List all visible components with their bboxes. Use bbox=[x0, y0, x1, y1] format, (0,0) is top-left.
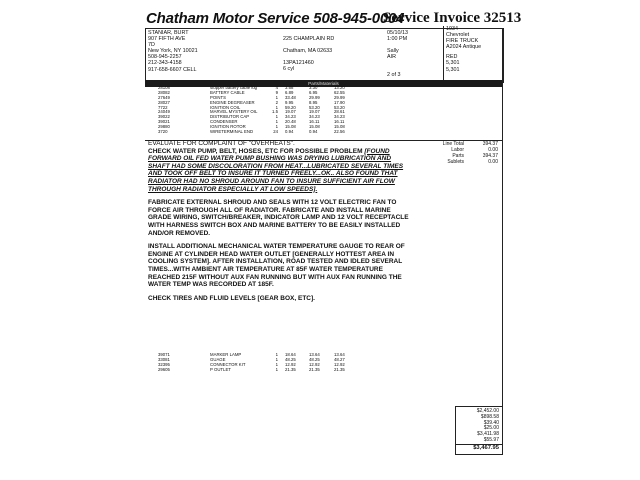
part-extended: 17.90 bbox=[334, 99, 345, 105]
parts-section-band: Parts/Materials bbox=[145, 80, 502, 87]
part-extended: 62.55 bbox=[334, 89, 345, 95]
part-price: 13.64 bbox=[309, 352, 320, 357]
part-list-price: 21.35 bbox=[285, 366, 296, 372]
customer-cell: 917-658-6607 CELL bbox=[148, 66, 197, 73]
part-list-price: 3.68 bbox=[285, 85, 294, 90]
part-number: 28027 bbox=[158, 99, 170, 105]
totals-label: Parts bbox=[452, 153, 464, 159]
part-number: 32395 bbox=[158, 361, 170, 367]
order-info-block bbox=[387, 30, 408, 78]
company-header: Chatham Motor Service 508-945-0004 bbox=[146, 10, 405, 27]
part-extended: 29.99 bbox=[334, 94, 345, 100]
table-row bbox=[148, 368, 418, 373]
part-description: P OUTLET bbox=[210, 366, 231, 372]
location-city: Chatham, MA 02633 bbox=[283, 48, 333, 55]
part-number: 28082 bbox=[158, 89, 170, 95]
customer-block bbox=[148, 30, 198, 73]
part-price: 29.99 bbox=[309, 94, 320, 100]
part-quantity: 2 bbox=[275, 99, 278, 105]
check-tires-paragraph: CHECK TIRES AND FLUID LEVELS [GEAR BOX, ETC]. bbox=[148, 294, 315, 302]
part-list-price: 15.08 bbox=[285, 124, 296, 130]
part-list-price: 34.23 bbox=[285, 114, 296, 120]
part-extended: 15.08 bbox=[334, 124, 345, 130]
part-quantity: 1 bbox=[275, 361, 278, 367]
part-description: BATTERY CABLE bbox=[210, 89, 245, 95]
table-row bbox=[148, 130, 502, 135]
customer-phone-2: 212-343-4158 bbox=[148, 60, 182, 67]
part-description: MARVEL MYSTERY OIL bbox=[210, 109, 258, 115]
part-quantity: 1 bbox=[275, 104, 278, 110]
install-paragraph: INSTALL ADDITIONAL MECHANICAL WATER TEMPERATURE GAUGE TO REAR OF ENGINE AT CYLINDER HEAD WATER OUTLET [GENERALLY HOTTEST AREA IN COOLING SYSTEM]. AFTER INSTALLATION, ROAD TESTED AND IDLED SEVERAL TIMES...WITH AMBIENT AIR TEMPERATURE AT 85F WATER TEMPERATURE REACHED 215F WITHOUT AUX FAN RUNNING BUT WITH AUX FAN RUNNING THE WATER TEMP WAS RECORDED AT 185F. bbox=[148, 243, 405, 289]
part-description: CONDENSER bbox=[210, 119, 238, 125]
mileage-out: 5,301 bbox=[446, 66, 460, 73]
summary-fees: $25.00 bbox=[483, 425, 499, 432]
part-number: 28108 bbox=[158, 85, 170, 90]
part-price: 3.30 bbox=[309, 85, 318, 90]
part-number: 3720 bbox=[158, 129, 168, 135]
part-number: 39021 bbox=[158, 119, 170, 125]
part-list-price: 20.48 bbox=[285, 119, 296, 125]
part-quantity: 1 bbox=[275, 119, 278, 125]
evaluate-line: EVALUATE FOR COMPLAINT OF "OVERHEATS". bbox=[148, 140, 295, 147]
part-number: 29605 bbox=[158, 366, 170, 372]
part-price: 15.08 bbox=[309, 124, 320, 130]
part-quantity: 1 bbox=[275, 352, 278, 357]
grand-total: $3,467.95 bbox=[456, 444, 502, 452]
vehicle-color: RED bbox=[446, 54, 458, 61]
part-list-price: 0.94 bbox=[285, 129, 294, 135]
part-number: 39022 bbox=[158, 114, 170, 120]
summary-tax: $55.97 bbox=[483, 436, 499, 443]
totals-label: Line Total bbox=[442, 141, 464, 147]
part-quantity: 1 bbox=[275, 94, 278, 100]
part-number: 27649 bbox=[158, 94, 170, 100]
part-quantity: 1 bbox=[275, 124, 278, 130]
part-extended: 13.64 bbox=[334, 352, 345, 357]
engine-type: 6 cyl bbox=[283, 66, 295, 73]
summary-subtotal: $3,411.98 bbox=[477, 431, 499, 438]
totals-value: 0.00 bbox=[488, 159, 498, 165]
part-list-price: 19.07 bbox=[285, 109, 296, 115]
part-extended: 16.11 bbox=[334, 119, 345, 125]
customer-address: 907 FIFTH AVE bbox=[148, 36, 186, 43]
part-quantity: 1.5 bbox=[272, 109, 278, 115]
summary-supplies: $39.40 bbox=[483, 419, 499, 426]
totals-value: 394.37 bbox=[482, 153, 498, 159]
part-extended: 21.35 bbox=[334, 366, 345, 372]
part-description: POINTS bbox=[210, 94, 226, 100]
part-description: CONNECTOR KIT bbox=[210, 361, 246, 367]
license-plate: 13PA121460 bbox=[283, 60, 314, 67]
part-price: 16.11 bbox=[309, 119, 320, 125]
part-price: 53.20 bbox=[309, 104, 320, 110]
part-description: DISTRIBUTOR CAP bbox=[210, 114, 250, 120]
part-list-price: 48.25 bbox=[285, 356, 296, 362]
part-extended: 34.23 bbox=[334, 114, 345, 120]
work-description bbox=[148, 140, 414, 308]
customer-phone: 508-945-2257 bbox=[148, 54, 182, 61]
mileage-in: 5,301 bbox=[446, 60, 460, 67]
part-quantity: 24 bbox=[273, 129, 278, 135]
order-type: AIR bbox=[387, 54, 396, 61]
part-price: 8.95 bbox=[309, 99, 318, 105]
part-extended: 13.20 bbox=[334, 85, 345, 90]
part-description: IGNITION COIL bbox=[210, 104, 241, 110]
location-block bbox=[283, 30, 334, 72]
part-description: MARKER LAMP bbox=[210, 352, 242, 357]
summary-labor: $2,452.00 bbox=[476, 408, 499, 414]
part-quantity: 4 bbox=[275, 85, 278, 90]
writer-name: Sally bbox=[387, 48, 399, 55]
part-price: 12.92 bbox=[309, 361, 320, 367]
part-price: 0.94 bbox=[309, 129, 318, 135]
check-water-pump-paragraph bbox=[148, 148, 414, 194]
part-description: ENGINE DEGREASER bbox=[210, 99, 255, 105]
part-extended: 28.61 bbox=[334, 109, 345, 115]
part-list-price: 12.92 bbox=[285, 361, 296, 367]
part-number: 7722 bbox=[158, 104, 168, 110]
part-price: 21.35 bbox=[309, 366, 320, 372]
part-extended: 22.56 bbox=[334, 129, 345, 135]
totals-box bbox=[410, 141, 500, 165]
totals-label: Sublets bbox=[447, 159, 464, 165]
part-list-price: 59.20 bbox=[285, 104, 296, 110]
part-list-price: 9.95 bbox=[285, 99, 294, 105]
invoice-title: Service Invoice 32513 bbox=[383, 10, 522, 26]
totals-value: 0.00 bbox=[488, 147, 498, 153]
part-number: 29880 bbox=[158, 124, 170, 130]
customer-address-2: 7D bbox=[148, 42, 155, 49]
vehicle-make: Chevrolet bbox=[446, 32, 470, 39]
part-description: IGNITION ROTOR bbox=[210, 124, 246, 130]
right-border bbox=[502, 28, 503, 453]
totals-label: Labor bbox=[451, 147, 464, 153]
part-extended: 48.27 bbox=[334, 356, 345, 362]
part-quantity: 1 bbox=[275, 114, 278, 120]
customer-city: New York, NY 10021 bbox=[148, 48, 198, 55]
part-quantity: 1 bbox=[275, 356, 278, 362]
vehicle-tag: A2024 Antique bbox=[446, 44, 482, 51]
part-description: stopper battery cable lug bbox=[210, 85, 258, 90]
part-price: 19.07 bbox=[309, 109, 320, 115]
order-time: 1:00 PM bbox=[387, 36, 408, 43]
part-number: 33081 bbox=[158, 356, 170, 362]
parts-table bbox=[148, 86, 502, 135]
summary-box bbox=[455, 406, 503, 455]
page-count: 2 of 3 bbox=[387, 72, 401, 79]
fabricate-paragraph: FABRICATE EXTERNAL SHROUD AND SEALS WITH 12 VOLT ELECTRIC FAN TO FORCE AIR THROUGH ALL OF RADIATOR. FABRICATE AND INSTALL MARINE GRADE WIRING, SWITCH/BREAKER, INDICATOR LAMP AND 12 VOLT RECEPTACLE WITH HARNESS SWITCH BOX AND MARINE BATTERY TO BE EASILY INSTALLED AND/OR REMOVED. bbox=[148, 199, 409, 237]
order-date: 05/10/13 bbox=[387, 30, 408, 36]
part-list-price: 33.48 bbox=[285, 94, 296, 100]
summary-parts: $898.58 bbox=[480, 413, 499, 420]
part-price: 6.95 bbox=[309, 89, 318, 95]
part-number: 39071 bbox=[158, 352, 170, 357]
vehicle-model: FIRE TRUCK bbox=[446, 38, 479, 45]
check-lead: CHECK WATER PUMP, BELT, HOSES, ETC FOR POSSIBLE PROBLEM bbox=[148, 147, 365, 155]
part-quantity: 9 bbox=[275, 89, 278, 95]
vehicle-block bbox=[443, 26, 501, 81]
part-number: 24049 bbox=[158, 109, 170, 115]
totals-row bbox=[410, 159, 500, 165]
part-description: GUAGE bbox=[210, 356, 226, 362]
part-description: WIRETERMINAL END bbox=[210, 129, 254, 135]
part-extended: 12.92 bbox=[334, 361, 345, 367]
part-list-price: 18.64 bbox=[285, 352, 296, 357]
location-address: 225 CHAMPLAIN RD bbox=[283, 36, 335, 42]
totals-value: 394.37 bbox=[482, 141, 498, 147]
part-price: 48.25 bbox=[309, 356, 320, 362]
part-price: 34.23 bbox=[309, 114, 320, 120]
customer-name: STANIAR, BURT bbox=[148, 30, 189, 36]
vehicle-year: 1934 bbox=[446, 26, 458, 32]
parts-table-2 bbox=[148, 353, 418, 373]
part-quantity: 1 bbox=[275, 366, 278, 372]
part-extended: 53.20 bbox=[334, 104, 345, 110]
part-list-price: 6.89 bbox=[285, 89, 294, 95]
found-note: [FOUND FORWARD OIL FED WATER PUMP BUSHING WAS DRYING LUBRICATION AND SHAFT HAD SOME DISCOLORATION FROM HEAT...LUBRICATED SEVERAL TIMES AND TOOK OFF BELT TO INSURE IT TURNED FREELY...OK.. ALSO FOUND THAT RADIATOR HAD NO SHROUD AROUND FAN TO INSURE SUFFICIENT AIR FLOW THROUGH RADIATOR ESPECIALLY AT LOW SPEEDS]. bbox=[148, 147, 404, 193]
